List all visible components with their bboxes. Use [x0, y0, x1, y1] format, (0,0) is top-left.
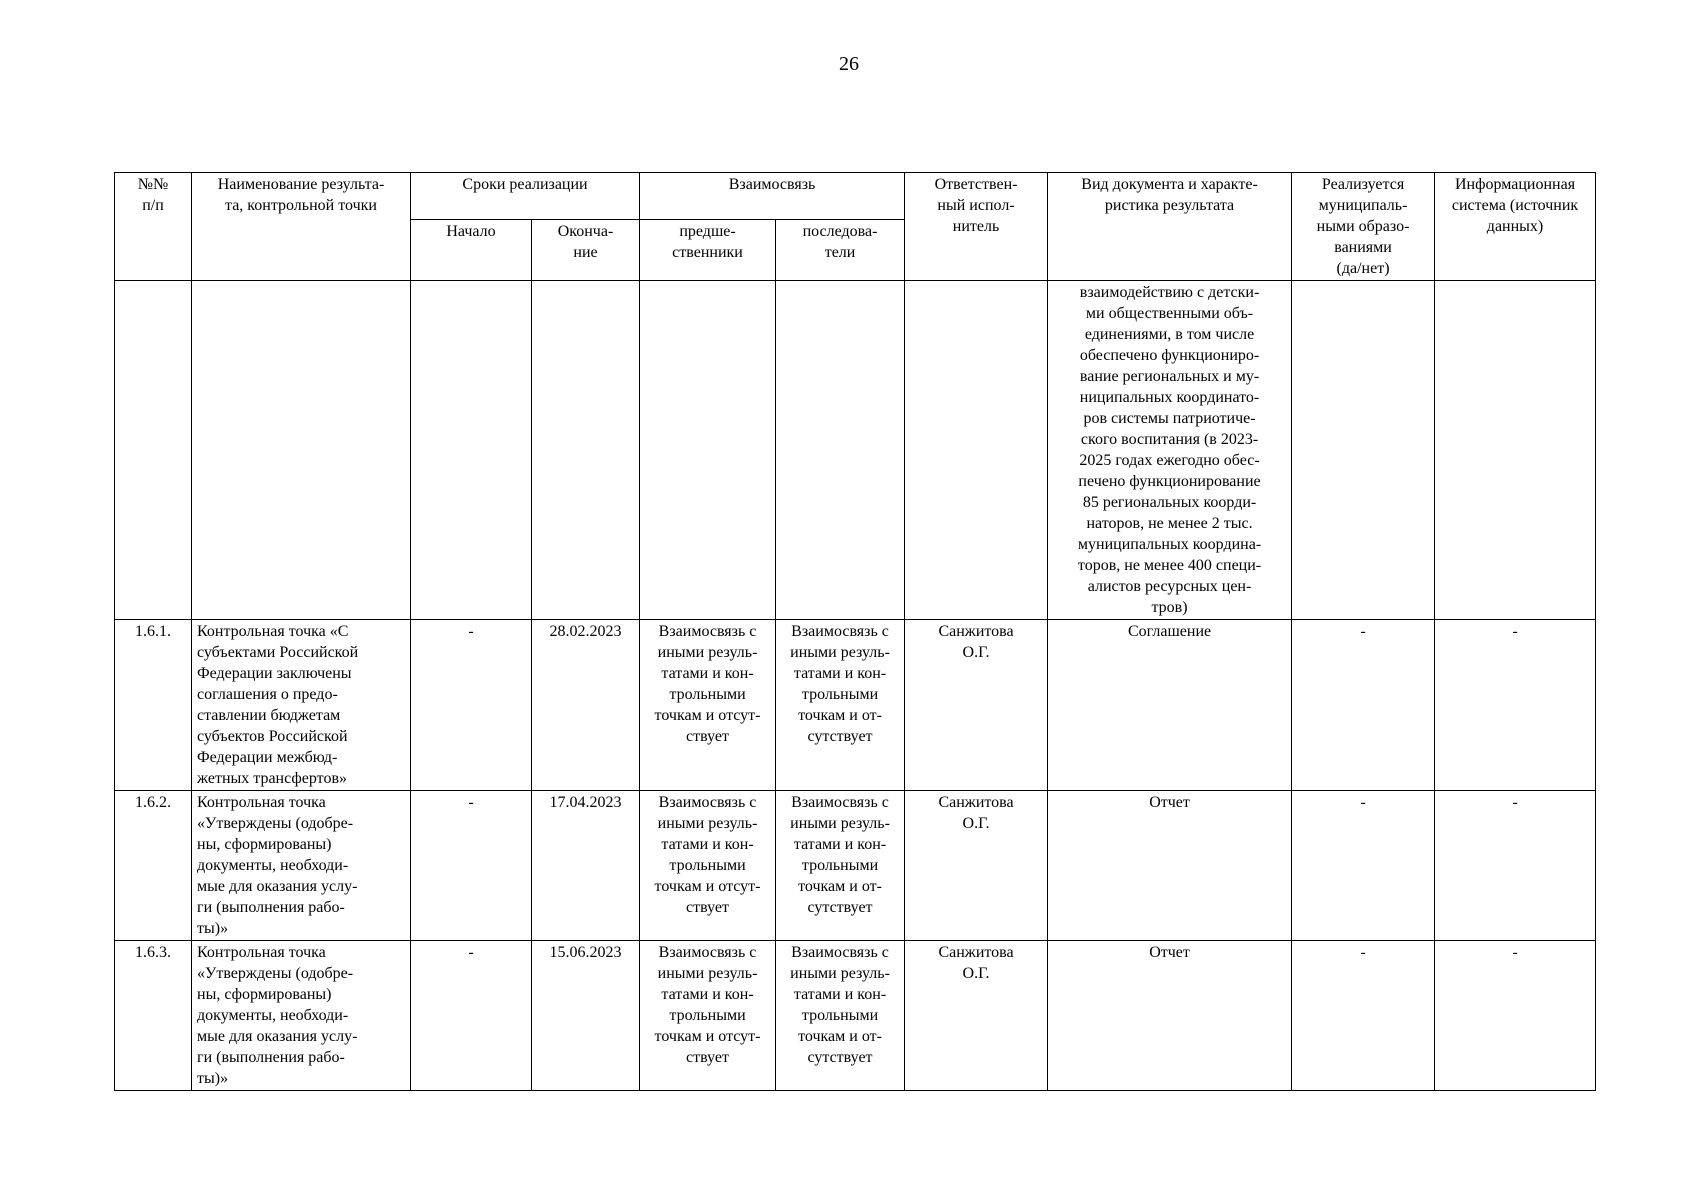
header-relation: Взаимосвязь — [640, 173, 905, 220]
empty-cell — [1435, 281, 1596, 620]
row-name: Контрольная точка «Утверждены (одобре- ны, сформированы) документы, необходи- мые для оказания услу- ги (выполнения рабо- ты)» — [192, 941, 411, 1091]
row-infosys: - — [1435, 941, 1596, 1091]
empty-cell — [532, 281, 640, 620]
header-name: Наименование результа- та, контрольной точки — [192, 173, 411, 281]
row-municipal: - — [1292, 620, 1435, 791]
header-terms: Сроки реализации — [411, 173, 640, 220]
row-end: 17.04.2023 — [532, 791, 640, 941]
page-number: 26 — [839, 53, 859, 75]
table-row — [115, 941, 1596, 1091]
row-successors: Взаимосвязь с иными резуль- татами и кон- трольными точкам и от- сутствует — [776, 941, 905, 1091]
header-predecessors: предше- ственники — [640, 220, 776, 281]
header-doc: Вид документа и характе- ристика результата — [1048, 173, 1292, 281]
row-responsible: Санжитова О.Г. — [905, 941, 1048, 1091]
empty-cell — [192, 281, 411, 620]
header-num: №№ п/п — [115, 173, 192, 281]
continuation-row — [115, 281, 1596, 620]
row-infosys: - — [1435, 620, 1596, 791]
row-start: - — [411, 791, 532, 941]
header-municipal: Реализуется муниципаль- ными образо- ваниями (да/нет) — [1292, 173, 1435, 281]
row-start: - — [411, 620, 532, 791]
header-successors: последова- тели — [776, 220, 905, 281]
header-start: Начало — [411, 220, 532, 281]
empty-cell — [640, 281, 776, 620]
header-row-1 — [115, 173, 1596, 220]
header-responsible: Ответствен- ный испол- нитель — [905, 173, 1048, 281]
row-predecessors: Взаимосвязь с иными резуль- татами и кон- трольными точкам и отсут- ствует — [640, 941, 776, 1091]
row-responsible: Санжитова О.Г. — [905, 791, 1048, 941]
row-municipal: - — [1292, 941, 1435, 1091]
header-infosys: Информационная система (источник данных) — [1435, 173, 1596, 281]
row-infosys: - — [1435, 791, 1596, 941]
row-doc: Соглашение — [1048, 620, 1292, 791]
empty-cell — [1292, 281, 1435, 620]
row-predecessors: Взаимосвязь с иными резуль- татами и кон- трольными точкам и отсут- ствует — [640, 791, 776, 941]
row-doc: Отчет — [1048, 791, 1292, 941]
implementation-plan-table — [114, 172, 1596, 1091]
row-predecessors: Взаимосвязь с иными резуль- татами и кон- трольными точкам и отсут- ствует — [640, 620, 776, 791]
row-successors: Взаимосвязь с иными резуль- татами и кон- трольными точкам и от- сутствует — [776, 791, 905, 941]
row-name: Контрольная точка «С субъектами Российской Федерации заключены соглашения о предо- ставлении бюджетам субъектов Российской Федерации межбюд- жетных трансфертов» — [192, 620, 411, 791]
row-municipal: - — [1292, 791, 1435, 941]
empty-cell — [776, 281, 905, 620]
row-name: Контрольная точка «Утверждены (одобре- ны, сформированы) документы, необходи- мые для оказания услу- ги (выполнения рабо- ты)» — [192, 791, 411, 941]
table-row — [115, 791, 1596, 941]
header-end: Оконча- ние — [532, 220, 640, 281]
continuation-doc-text: взаимодействию с детски- ми общественными объ- единениями, в том числе обеспечено функциониро- вание региональных и му- ниципальных координато- ров системы патриотиче- ского воспитания (в 2023- 2025 годах ежегодно обес- печено функционирование 85 региональных коорди- наторов, не менее 2 тыс. муниципальных координа- торов, не менее 400 специ- алистов ресурсных цен- тров) — [1048, 281, 1292, 620]
row-num: 1.6.2. — [115, 791, 192, 941]
table-row — [115, 620, 1596, 791]
row-responsible: Санжитова О.Г. — [905, 620, 1048, 791]
row-end: 28.02.2023 — [532, 620, 640, 791]
empty-cell — [115, 281, 192, 620]
empty-cell — [905, 281, 1048, 620]
row-start: - — [411, 941, 532, 1091]
row-successors: Взаимосвязь с иными резуль- татами и кон- трольными точкам и от- сутствует — [776, 620, 905, 791]
row-doc: Отчет — [1048, 941, 1292, 1091]
row-num: 1.6.1. — [115, 620, 192, 791]
row-num: 1.6.3. — [115, 941, 192, 1091]
empty-cell — [411, 281, 532, 620]
row-end: 15.06.2023 — [532, 941, 640, 1091]
